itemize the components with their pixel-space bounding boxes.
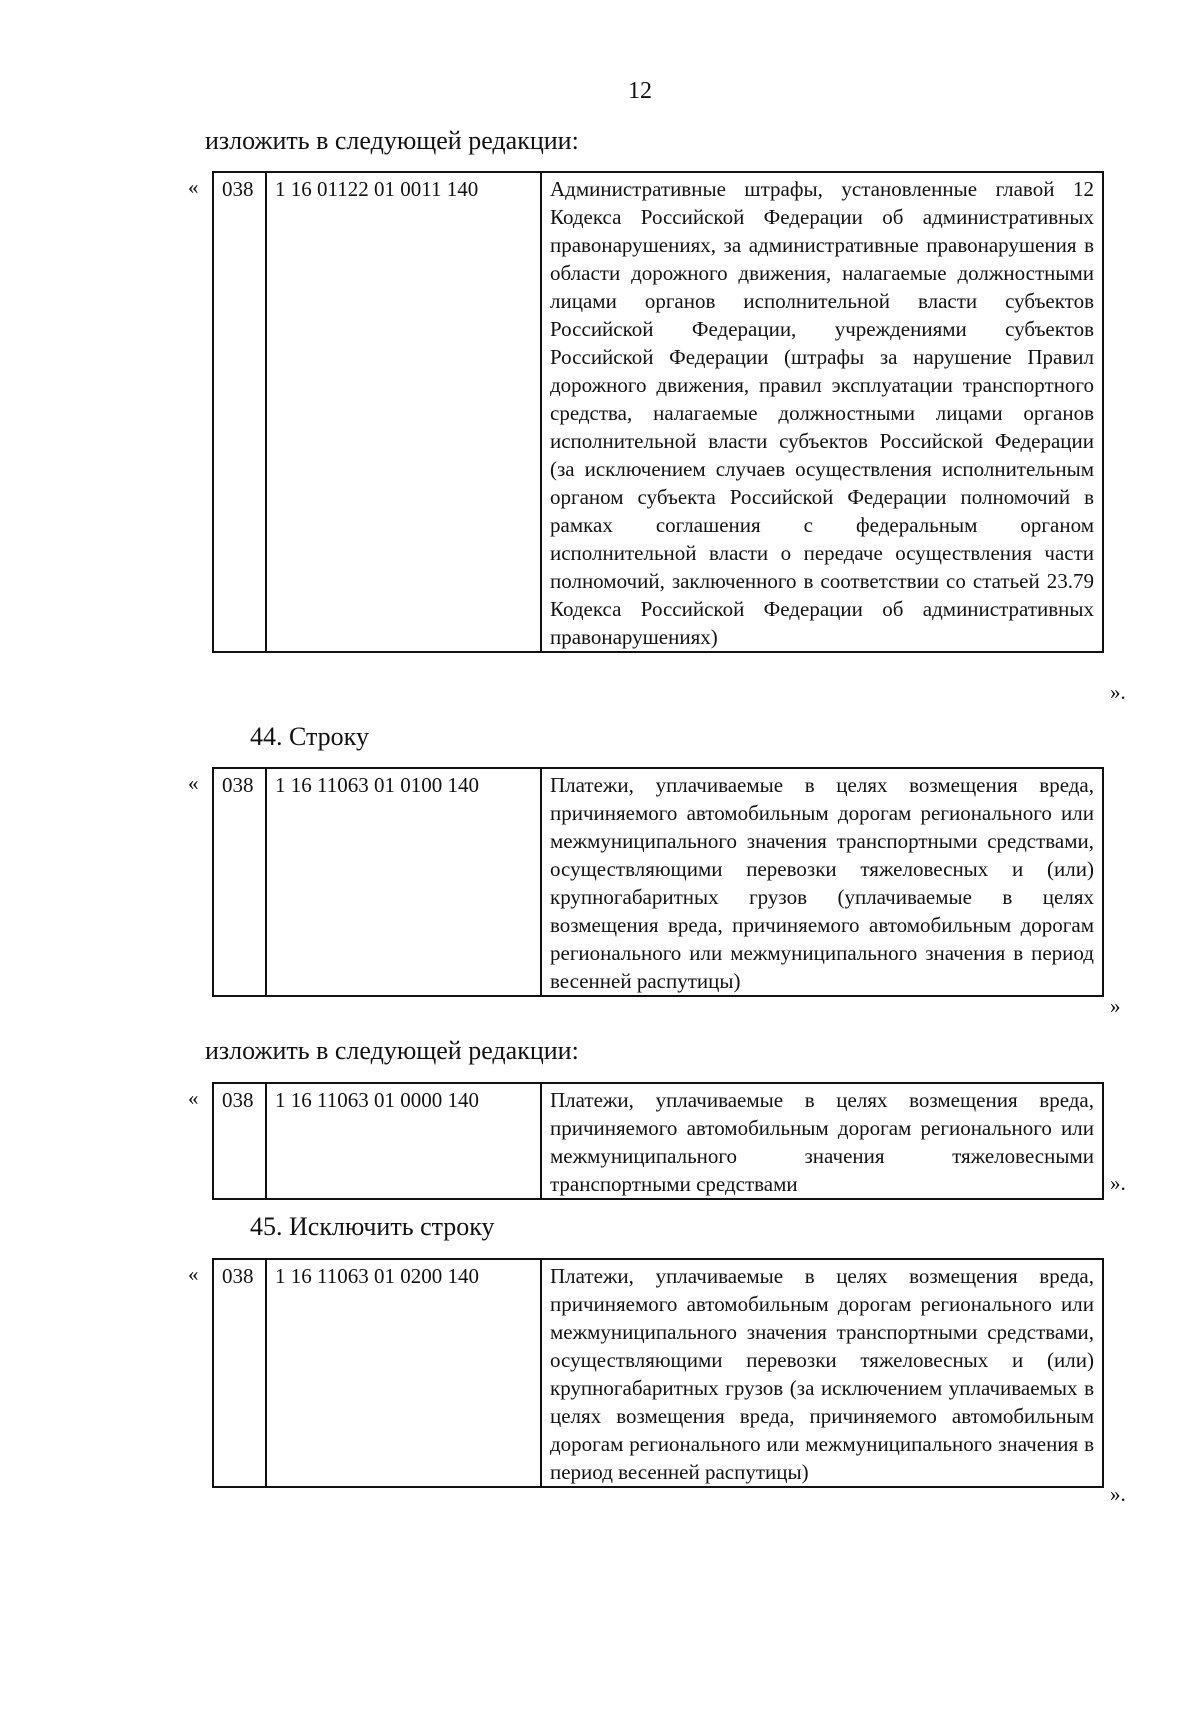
code-table xyxy=(212,1258,1104,1488)
code-table xyxy=(212,1082,1104,1200)
admin-code-cell: 038 xyxy=(213,1259,266,1487)
admin-code-cell: 038 xyxy=(213,172,266,652)
section-heading: изложить в следующей редакции: xyxy=(205,126,579,155)
closing-quote: ». xyxy=(1110,1482,1126,1506)
closing-quote: ». xyxy=(1110,1171,1126,1195)
budget-code-cell: 1 16 01122 01 0011 140 xyxy=(266,172,541,652)
code-table xyxy=(212,171,1104,653)
description-cell: Платежи, уплачиваемые в целях возмещения вреда, причиняемого автомобильным дорогам регионального или межмуниципального значения транспортными средствами, осуществляющими перевозки тяжеловесных и (или) крупногабаритных грузов (за исключением уплачиваемых в целях возмещения вреда, причиняемого автомобильным дорогам регионального или межмуниципального значения в период весенней распутицы) xyxy=(541,1259,1103,1487)
opening-quote: « xyxy=(188,175,199,199)
description-cell: Административные штрафы, установленные главой 12 Кодекса Российской Федерации об административных правонарушениях, за административные правонарушения в области дорожного движения, налагаемые должностными лицами органов исполнительной власти субъектов Российской Федерации, учреждениями субъектов Российской Федерации (штрафы за нарушение Правил дорожного движения, правил эксплуатации транспортного средства, налагаемые должностными лицами органов исполнительной власти субъектов Российской Федерации (за исключением случаев осуществления исполнительным органом субъекта Российской Федерации полномочий в рамках соглашения с федеральным органом исполнительной власти о передаче осуществления части полномочий, заключенного в соответствии со статьей 23.79 Кодекса Российской Федерации об административных правонарушениях) xyxy=(541,172,1103,652)
opening-quote: « xyxy=(188,771,199,795)
description-cell: Платежи, уплачиваемые в целях возмещения вреда, причиняемого автомобильным дорогам регионального или межмуниципального значения транспортными средствами, осуществляющими перевозки тяжеловесных и (или) крупногабаритных грузов (уплачиваемые в целях возмещения вреда, причиняемого автомобильным дорогам регионального или межмуниципального значения в период весенней распутицы) xyxy=(541,768,1103,996)
section-heading: 45. Исключить строку xyxy=(250,1212,495,1241)
closing-quote: ». xyxy=(1110,680,1126,704)
table-row xyxy=(213,1083,1103,1199)
section-heading: изложить в следующей редакции: xyxy=(205,1036,579,1065)
page-number: 12 xyxy=(628,78,652,104)
section-heading: 44. Строку xyxy=(250,722,369,751)
closing-quote: » xyxy=(1110,994,1121,1018)
description-cell: Платежи, уплачиваемые в целях возмещения вреда, причиняемого автомобильным дорогам регионального или межмуниципального значения тяжеловесными транспортными средствами xyxy=(541,1083,1103,1199)
table-row xyxy=(213,768,1103,996)
table-row xyxy=(213,172,1103,652)
table-row xyxy=(213,1259,1103,1487)
code-table xyxy=(212,767,1104,997)
admin-code-cell: 038 xyxy=(213,768,266,996)
budget-code-cell: 1 16 11063 01 0000 140 xyxy=(266,1083,541,1199)
budget-code-cell: 1 16 11063 01 0200 140 xyxy=(266,1259,541,1487)
opening-quote: « xyxy=(188,1086,199,1110)
budget-code-cell: 1 16 11063 01 0100 140 xyxy=(266,768,541,996)
opening-quote: « xyxy=(188,1262,199,1286)
admin-code-cell: 038 xyxy=(213,1083,266,1199)
